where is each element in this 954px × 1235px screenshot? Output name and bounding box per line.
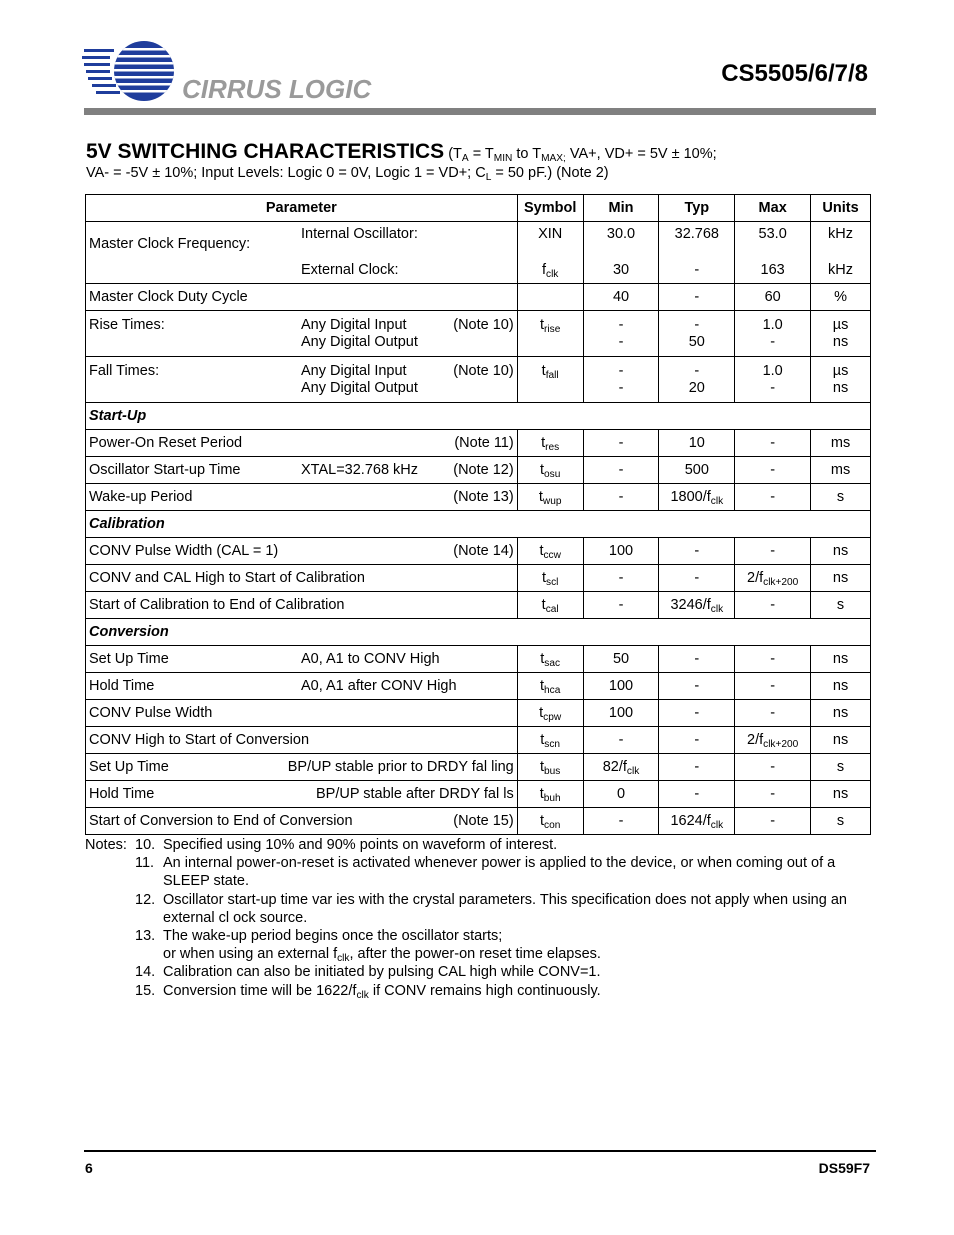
heading-title: 5V SWITCHING CHARACTERISTICS	[86, 140, 445, 163]
min-cell	[583, 357, 659, 403]
min-cell	[583, 222, 659, 284]
units-1: µs	[832, 363, 849, 379]
typ-cell	[659, 808, 735, 835]
typ-base: 1624/f	[670, 812, 711, 829]
note-13-end: , after the power-on reset time elapses.	[349, 946, 601, 963]
typ-cell	[659, 592, 735, 619]
line2-sub: L	[485, 172, 492, 184]
typ-cell	[659, 222, 735, 284]
units-cell: ns	[811, 538, 871, 565]
note-item	[85, 891, 875, 927]
table-row	[86, 808, 871, 835]
max-cell: -	[735, 457, 811, 484]
max-sub: clk+200	[763, 738, 799, 750]
switching-characteristics-table	[85, 194, 871, 835]
note-13-sub: clk	[337, 953, 350, 965]
units-cell: s	[811, 754, 871, 781]
param-cond-2: Any Digital Output	[301, 380, 418, 396]
min-cell: -	[583, 430, 659, 457]
param-label: Fall Times:	[89, 363, 160, 379]
symbol-base: t	[541, 569, 546, 586]
typ-cell: -	[659, 754, 735, 781]
min-cell: -	[583, 565, 659, 592]
table-row	[86, 357, 871, 403]
units-2: ns	[832, 334, 849, 350]
symbol-sub: bus	[544, 765, 561, 777]
symbol-sub: buh	[543, 792, 561, 804]
symbol-sub: hca	[544, 684, 561, 696]
min-cell: 50	[583, 646, 659, 673]
symbol-2	[521, 262, 580, 279]
param-label: Wake-up Period	[89, 488, 193, 505]
units-cell: ns	[811, 565, 871, 592]
symbol-cell	[517, 430, 583, 457]
symbol-cell	[517, 565, 583, 592]
symbol-base: t	[541, 434, 546, 451]
units-cell: ns	[811, 673, 871, 700]
typ-cell: -	[659, 727, 735, 754]
col-units: Units	[811, 195, 871, 222]
param-label: Power-On Reset Period	[89, 434, 243, 451]
max-cell: -	[735, 808, 811, 835]
table-row	[86, 700, 871, 727]
max-cell: -	[735, 754, 811, 781]
typ-cell: -	[659, 781, 735, 808]
min-base: 82/f	[602, 758, 627, 775]
param-conditions	[301, 226, 514, 279]
typ-cell	[659, 484, 735, 511]
max-1: 53.0	[758, 226, 787, 242]
max-cell: 60	[735, 284, 811, 311]
table-row	[86, 673, 871, 700]
brand-wordmark: CIRRUS LOGIC	[182, 74, 372, 104]
section-startup: Start-Up	[86, 403, 871, 430]
min-cell: -	[583, 727, 659, 754]
line2-start: VA- = -5V ± 10%; Input Levels: Logic 0 = 0V, Logic 1 = VD+; C	[86, 165, 486, 181]
symbol-sub: osu	[544, 468, 561, 480]
symbol-sub: scl	[546, 576, 559, 588]
section-heading	[86, 140, 876, 183]
units-cell: ms	[811, 457, 871, 484]
typ-sub: clk	[710, 495, 724, 507]
heading-line-2	[86, 163, 876, 183]
max-cell	[735, 311, 811, 357]
typ-cell	[659, 311, 735, 357]
param-cell	[86, 538, 518, 565]
param-cell	[86, 484, 518, 511]
typ-2: 20	[688, 380, 705, 396]
logo-graphic	[82, 38, 382, 106]
typ-2: -	[694, 262, 700, 278]
symbol-base: t	[539, 317, 545, 333]
min-cell: -	[583, 484, 659, 511]
param-note: (Note 10)	[453, 317, 514, 333]
param-cond-2: Any Digital Output	[301, 334, 418, 350]
note-15-sub: clk	[356, 989, 369, 1001]
symbol-sub: wup	[542, 495, 562, 507]
param-label: Rise Times:	[89, 317, 165, 333]
max-2: 163	[760, 262, 785, 278]
units-cell: %	[811, 284, 871, 311]
param-cond-1: Internal Oscillator:	[301, 226, 418, 242]
line2-end: = 50 pF.) (Note 2)	[491, 165, 609, 181]
section-row	[86, 619, 871, 646]
max-cell	[735, 357, 811, 403]
symbol-1: XIN	[538, 226, 563, 242]
max-cell: -	[735, 646, 811, 673]
cond-prefix: (T	[448, 146, 462, 162]
note-item	[85, 963, 875, 981]
typ-cell: -	[659, 565, 735, 592]
units-cell: s	[811, 808, 871, 835]
max-1: 1.0	[762, 363, 783, 379]
max-cell: -	[735, 592, 811, 619]
min-cell: 40	[583, 284, 659, 311]
units-cell: ns	[811, 727, 871, 754]
max-cell	[735, 565, 811, 592]
units-cell	[811, 222, 871, 284]
symbol-cell	[517, 673, 583, 700]
section-conversion: Conversion	[86, 619, 871, 646]
max-1: 1.0	[762, 317, 783, 333]
param-note: (Note 12)	[453, 461, 514, 478]
note-indent	[85, 927, 135, 963]
param-cond-1: Any Digital Input	[301, 317, 407, 333]
max-base: 2/f	[747, 569, 764, 586]
note-text	[163, 982, 875, 1000]
units-cell: ms	[811, 430, 871, 457]
min-sub: clk	[626, 765, 640, 777]
note-13-start: or when using an external f	[163, 946, 338, 963]
param-cond: A0, A1 to CONV High	[301, 650, 440, 667]
min-cell: -	[583, 592, 659, 619]
note-number: 15.	[135, 982, 156, 999]
param-cond: BP/UP stable after DRDY fal ls	[315, 785, 514, 802]
min-2: -	[618, 380, 624, 396]
units-cell	[811, 357, 871, 403]
symbol-cell	[517, 311, 583, 357]
max-cell: -	[735, 430, 811, 457]
note-number: 11.	[135, 855, 155, 872]
col-parameter: Parameter	[86, 195, 518, 222]
typ-cell: 500	[659, 457, 735, 484]
symbol-cell	[517, 727, 583, 754]
cirrus-logic-logo	[82, 38, 382, 106]
param-cell	[86, 311, 518, 357]
units-cell: s	[811, 592, 871, 619]
table-row	[86, 781, 871, 808]
note-15-end: if CONV remains high continuously.	[368, 982, 601, 999]
param-label: Master Clock Frequency:	[89, 236, 251, 252]
note-text: An internal power-on-reset is activated whenever power is applied to the device, or when coming out of a SLEEP state.	[163, 855, 836, 890]
param-note: (Note 14)	[453, 542, 514, 559]
param-cell	[86, 457, 518, 484]
note-item	[85, 836, 875, 854]
typ-cell: -	[659, 673, 735, 700]
table-header-row	[86, 195, 871, 222]
max-cell	[735, 727, 811, 754]
typ-base: 3246/f	[670, 596, 711, 613]
symbol-base: t	[539, 785, 544, 802]
col-min: Min	[583, 195, 659, 222]
notes-section	[85, 836, 875, 1000]
param-cell: CONV and CAL High to Start of Calibration	[86, 565, 518, 592]
note-item	[85, 854, 875, 890]
min-cell: -	[583, 808, 659, 835]
typ-cell: -	[659, 538, 735, 565]
param-label: Hold Time	[89, 677, 155, 694]
param-cond: XTAL=32.768 kHz	[301, 461, 419, 478]
symbol-base: t	[541, 596, 546, 613]
max-cell: -	[735, 700, 811, 727]
symbol-cell	[517, 457, 583, 484]
section-row	[86, 403, 871, 430]
symbol-cell	[517, 781, 583, 808]
col-symbol: Symbol	[517, 195, 583, 222]
units-cell: s	[811, 484, 871, 511]
typ-1: -	[694, 363, 700, 379]
symbol-cell	[517, 484, 583, 511]
param-cond-2: External Clock:	[301, 262, 399, 278]
note-number: 14.	[135, 964, 156, 981]
note-number: 12.	[135, 891, 156, 908]
note-text: Specified using 10% and 90% points on waveform of interest.	[163, 837, 558, 853]
param-cell: Master Clock Duty Cycle	[86, 284, 518, 311]
note-indent	[85, 963, 135, 981]
symbol-cell	[517, 284, 583, 311]
cond-min-sub: MIN	[493, 153, 513, 165]
table-row	[86, 457, 871, 484]
units-1: µs	[832, 317, 849, 333]
symbol-base: t	[540, 650, 545, 667]
typ-cell: -	[659, 284, 735, 311]
typ-cell	[659, 357, 735, 403]
param-cell	[86, 357, 518, 403]
param-label: Hold Time	[89, 785, 155, 802]
param-cond-row-1	[301, 317, 514, 334]
units-1: kHz	[828, 226, 854, 242]
symbol-sub: fall	[545, 370, 559, 382]
note-item	[85, 982, 875, 1000]
max-cell	[735, 222, 811, 284]
min-cell: 100	[583, 538, 659, 565]
param-cell	[86, 781, 518, 808]
max-cell: -	[735, 484, 811, 511]
units-cell: ns	[811, 700, 871, 727]
param-cond-row-1	[301, 363, 514, 380]
param-cell: CONV Pulse Width	[86, 700, 518, 727]
table-row	[86, 592, 871, 619]
typ-base: 1800/f	[670, 488, 711, 505]
max-2: -	[770, 380, 776, 396]
note-text: Oscillator start-up time var ies with the crystal parameters. This specification does not apply when using an external cl ock source.	[163, 891, 847, 926]
symbol-sub: cpw	[543, 711, 562, 723]
units-cell	[811, 311, 871, 357]
symbol-sub: cal	[545, 603, 559, 615]
symbol-base: t	[539, 461, 545, 478]
param-cell	[86, 754, 518, 781]
param-label: Oscillator Start-up Time	[89, 461, 241, 478]
table-row	[86, 284, 871, 311]
symbol-base: f	[541, 262, 546, 278]
note-13-line-1: The wake-up period begins once the oscillator starts;	[163, 928, 503, 945]
min-1: 30.0	[606, 226, 636, 242]
symbol-base: t	[539, 704, 544, 721]
param-note: (Note 11)	[454, 434, 514, 451]
table-row	[86, 430, 871, 457]
min-cell: -	[583, 457, 659, 484]
typ-1: 32.768	[674, 226, 719, 242]
min-cell: 0	[583, 781, 659, 808]
symbol-base: t	[538, 488, 543, 505]
max-sub: clk+200	[763, 576, 799, 588]
param-cell	[86, 222, 518, 284]
param-cell	[86, 646, 518, 673]
cond-rest: VA+, VD+ = 5V ± 10%;	[565, 146, 717, 162]
note-indent	[85, 854, 135, 890]
param-cond: A0, A1 after CONV High	[301, 677, 457, 694]
typ-cell: 10	[659, 430, 735, 457]
symbol-sub: res	[545, 441, 560, 453]
units-2: ns	[832, 380, 849, 396]
param-conditions	[301, 363, 514, 397]
table-row	[86, 311, 871, 357]
note-number: 10.	[135, 837, 156, 853]
symbol-sub: sac	[544, 657, 561, 669]
min-cell	[583, 311, 659, 357]
param-cell: CONV High to Start of Conversion	[86, 727, 518, 754]
section-calibration: Calibration	[86, 511, 871, 538]
symbol-sub: con	[544, 819, 561, 831]
cond-a-sub: A	[461, 153, 469, 165]
symbol-sub: ccw	[543, 549, 561, 561]
footer-rule	[84, 1150, 876, 1152]
symbol-base: t	[541, 363, 546, 379]
header-rule	[84, 108, 876, 115]
typ-1: -	[694, 317, 700, 333]
table-row	[86, 565, 871, 592]
param-note: (Note 15)	[453, 812, 514, 829]
col-max: Max	[735, 195, 811, 222]
page-number: 6	[85, 1160, 93, 1176]
note-indent	[85, 891, 135, 927]
table-row	[86, 222, 871, 284]
typ-cell: -	[659, 700, 735, 727]
table-row	[86, 727, 871, 754]
param-label: Set Up Time	[89, 650, 169, 667]
table-row	[86, 484, 871, 511]
min-cell: 100	[583, 673, 659, 700]
param-cell	[86, 808, 518, 835]
symbol-cell	[517, 754, 583, 781]
max-cell: -	[735, 781, 811, 808]
param-cell	[86, 430, 518, 457]
notes-label: Notes:	[85, 837, 127, 853]
min-cell	[583, 754, 659, 781]
min-2: 30	[612, 262, 630, 278]
typ-sub: clk	[710, 603, 724, 615]
symbol-cell	[517, 808, 583, 835]
symbol-base: t	[539, 677, 545, 694]
symbol-cell	[517, 222, 583, 284]
min-1: -	[618, 363, 624, 379]
max-base: 2/f	[747, 731, 764, 748]
table-row	[86, 646, 871, 673]
max-2: -	[770, 334, 776, 350]
cond-eq: = T	[468, 146, 494, 162]
symbol-cell	[517, 592, 583, 619]
symbol-sub: scn	[544, 738, 561, 750]
note-text	[163, 927, 875, 963]
document-id: DS59F7	[818, 1160, 870, 1176]
typ-cell: -	[659, 646, 735, 673]
symbol-sub: clk	[546, 269, 559, 281]
symbol-base: t	[539, 542, 544, 559]
note-item	[85, 927, 875, 963]
param-label: Start of Conversion to End of Conversion	[89, 812, 353, 829]
col-typ: Typ	[659, 195, 735, 222]
units-cell: ns	[811, 646, 871, 673]
note-text: Calibration can also be initiated by pulsing CAL high while CONV=1.	[163, 964, 601, 981]
symbol-cell	[517, 538, 583, 565]
part-number: CS5505/6/7/8	[721, 60, 868, 87]
symbol-cell	[517, 700, 583, 727]
symbol-base: t	[540, 731, 545, 748]
param-cell: Start of Calibration to End of Calibration	[86, 592, 518, 619]
param-note: (Note 13)	[453, 488, 514, 505]
param-label: Set Up Time	[89, 758, 169, 775]
note-number: 13.	[135, 928, 156, 945]
param-cond: BP/UP stable prior to DRDY fal ling	[287, 758, 514, 775]
section-row	[86, 511, 871, 538]
typ-sub: clk	[710, 819, 724, 831]
max-cell: -	[735, 673, 811, 700]
param-cell	[86, 673, 518, 700]
note-15-start: Conversion time will be 1622/f	[163, 982, 357, 999]
table-row	[86, 754, 871, 781]
cond-to: to T	[512, 146, 542, 162]
note-13-line-2	[163, 945, 875, 963]
table-row	[86, 538, 871, 565]
note-indent	[85, 982, 135, 1000]
typ-2: 50	[688, 334, 705, 350]
units-cell: ns	[811, 781, 871, 808]
param-note: (Note 10)	[453, 363, 514, 379]
units-2: kHz	[828, 262, 854, 278]
param-label: CONV Pulse Width (CAL = 1)	[89, 542, 279, 559]
param-cond-1: Any Digital Input	[301, 363, 407, 379]
min-1: -	[618, 317, 624, 333]
symbol-base: t	[539, 758, 545, 775]
cond-max-sub: MAX;	[541, 153, 566, 165]
param-conditions	[301, 317, 514, 351]
symbol-base: t	[539, 812, 545, 829]
max-cell: -	[735, 538, 811, 565]
min-cell: 100	[583, 700, 659, 727]
min-2: -	[618, 334, 624, 350]
symbol-cell	[517, 646, 583, 673]
symbol-cell	[517, 357, 583, 403]
symbol-sub: rise	[544, 324, 561, 336]
